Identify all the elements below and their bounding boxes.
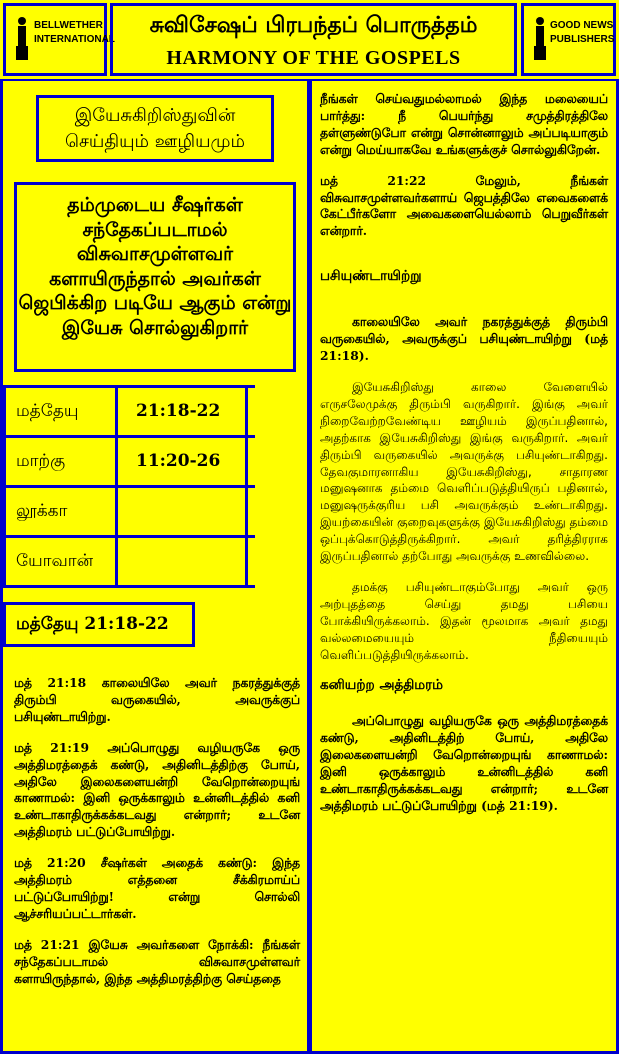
logo-right-line1: GOOD NEWS (550, 20, 614, 31)
verse-paragraph: மத் 21:20 சீஷர்கள் அதைக் கண்டு: இந்த அத்திமரம் எத்தனை சீக்கிரமாய்ப் பட்டுப்போயிற்று! என்று சொல்லி ஆச்சரியப்பட்டார்கள். (14, 855, 300, 921)
reference-row (3, 485, 255, 535)
reference-row (3, 385, 255, 435)
reference-book: லூக்கா (6, 488, 118, 535)
commentary-paragraph: இயேசுகிறிஸ்து காலை வேளையில் எருசலேமுக்கு திரும்பி வருகிறார். இங்கு அவர் நிறைவேற்றவேண்டிய ஊழியம் இருப்பதினால், அதற்காக இயேசுகிறிஸ்து இங்கு வருகிறார். அவர் திரும்பி வருகையில் அவருக்கு பசியுண்டாகிறது. தேவகுமாரனாகிய இயேசுகிறிஸ்து, சாதாரண மனுஷனாக தம்மை வெளிப்படுத்தியிருப் பதினால், மனுஷருக்குரிய பசி அவருக்கும் உண்டாகிறது. இயற்கையின் குறைவுகளுக்கு இயேசுகிறிஸ்து தம்மை ஒப்புக்கொடுத்திருக்கிறார். அவர் தரித்திரராக இருப்பதினால் தற்போது அவருக்கு உணவில்லை. (320, 379, 608, 564)
verse-paragraph: மத் 21:21 இயேசு அவர்களை நோக்கி: நீங்கள் சந்தேகப்படாமல் விசுவாசமுள்ளவர் களாயிருந்தால், இந்த அத்திமரத்திற்கு செய்ததை (14, 936, 300, 986)
left-column (3, 81, 307, 1051)
reference-book: மத்தேயு (6, 388, 118, 435)
reference-verse (118, 538, 248, 585)
summary-box: தம்முடைய சீஷர்கள் சந்தேகப்படாமல் விசுவாசமுள்ளவர் களாயிருந்தால் அவர்கள் ஜெபிக்கிற படியே ஆகும் என்று இயேசு சொல்லுகிறார் (14, 182, 296, 372)
commentary-quote: அப்பொழுது வழியருகே ஒரு அத்திமரத்தைக் கண்டு, அதினிடத்திற் போய், அதிலே இலைகளையன்றி வேறொன்றையுங் காணாமல்: இனி ஒருக்காலும் உன்னிடத்தில் கனி உண்டாகாதிருக்கக்கடவது என்றார்; உடனே அத்திமரம் பட்டுப்போயிற்று (மத் 21:19). (320, 713, 608, 813)
commentary-verse-continued: நீங்கள் செய்வதுமல்லாமல் இந்த மலையைப் பார்த்து: நீ பெயர்ந்து சமுத்திரத்திலே தள்ளுண்டுபோ என்று சொன்னாலும் அப்படியாகும் என்று மெய்யாகவே உங்களுக்குச் சொல்லுகிறேன். (320, 91, 608, 157)
title-box (110, 3, 517, 76)
header-band (0, 0, 619, 79)
logo-left-line1: BELLWETHER (34, 20, 103, 31)
reference-table (3, 385, 255, 588)
topic-box: இயேசுகிறிஸ்துவின் செய்தியும் ஊழியமும் (36, 95, 274, 162)
heading-hunger: பசியுண்டாயிற்று (320, 268, 422, 285)
verse-list (14, 675, 300, 1002)
right-column (312, 81, 616, 1051)
title-tamil: சுவிசேஷப் பிரபந்தப் பொருத்தம் (149, 12, 478, 38)
title-english: HARMONY OF THE GOSPELS (166, 47, 461, 69)
reference-row (3, 535, 255, 588)
good-news-figure-icon (531, 16, 549, 62)
verse-paragraph: மத் 21:19 அப்பொழுது வழியருகே ஒரு அத்திமரத்தைக் கண்டு, அதினிடத்திற்கு போய், அதிலே இலைகளையன்றி வேறொன்றையுங் காணாமல்: இனி ஒருக்காலும் உன்னிடத்தில் கனி உண்டாகாதிருக்கக்கடவது என்றார்; உடனே அத்திமரம் பட்டுப்போயிற்று. (14, 739, 300, 840)
reference-verse: 11:20-26 (118, 438, 248, 485)
commentary-quote: காலையிலே அவர் நகரத்துக்குத் திரும்பி வருகையில், அவருக்குப் பசியுண்டாயிற்று (மத் 21:18). (320, 314, 608, 364)
heading-fruitless-fig: கனியற்ற அத்திமரம் (320, 677, 443, 694)
commentary-verse-22: மத் 21:22 மேலும், நீங்கள் விசுவாசமுள்ளவர்களாய் ஜெபத்திலே எவைகளைக் கேட்பீர்களோ அவைகளையெல்லாம் பெறுவீர்கள் என்றார். (320, 172, 608, 239)
reference-verse (118, 488, 248, 535)
commentary-paragraph: தமக்கு பசியுண்டாகும்போது அவர் ஒரு அற்புதத்தை செய்து தமது பசியை போக்கியிருக்கலாம். இதன் மூலமாக அவர் தமது வல்லமையையும் நீதியையும் வெளிப்படுத்தியிருக்கலாம். (320, 579, 608, 662)
reference-verse: 21:18-22 (118, 388, 248, 435)
section-title: மத்தேயு 21:18-22 (3, 602, 195, 647)
reference-book: மாற்கு (6, 438, 118, 485)
good-news-logo (521, 3, 616, 76)
logo-right-line2: PUBLISHERS (550, 34, 615, 45)
verse-paragraph: மத் 21:18 காலையிலே அவர் நகரத்துக்குத் திரும்பி வருகையில், அவருக்குப் பசியுண்டாயிற்று. (14, 675, 300, 724)
reference-row (3, 435, 255, 485)
logo-left-line2: INTERNATIONAL (34, 34, 115, 45)
bellwether-logo (3, 3, 115, 76)
reference-book: யோவான் (6, 538, 118, 585)
bellwether-figure-icon (13, 16, 31, 62)
